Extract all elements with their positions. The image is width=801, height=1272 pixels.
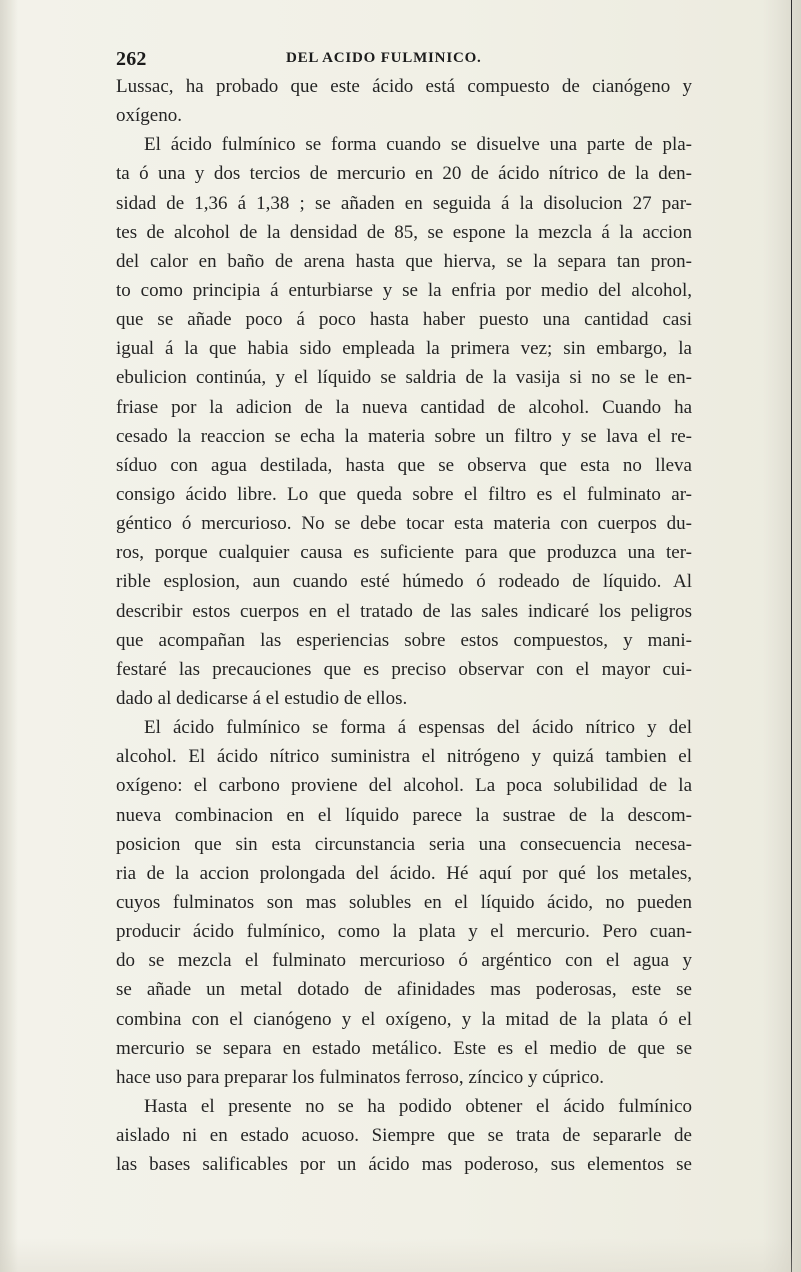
text-line: oxígeno: el carbono proviene del alcohol. La poca solubilidad de la [116, 775, 692, 797]
text-line: rible esplosion, aun cuando esté húmedo ó rodeado de líquido. Al [116, 571, 692, 593]
text-line: del calor en baño de arena hasta que hierva, se la separa tan pron- [116, 250, 692, 272]
text-line: las bases salificables por un ácido mas poderoso, sus elementos se [116, 1154, 692, 1176]
text-line: producir ácido fulmínico, como la plata y el mercurio. Pero cuan- [116, 921, 692, 943]
text-line: El ácido fulmínico se forma cuando se disuelve una parte de pla- [144, 134, 692, 156]
text-line: nueva combinacion en el líquido parece la sustrae de la descom- [116, 804, 692, 826]
text-line: se añade un metal dotado de afinidades mas poderosas, este se [116, 979, 692, 1001]
text-line: oxígeno. [116, 105, 182, 127]
text-line: cuyos fulminatos son mas solubles en el líquido ácido, no pueden [116, 891, 692, 913]
right-page-edge [763, 0, 801, 1272]
text-line: ria de la accion prolongada del ácido. Hé aquí por qué los metales, [116, 862, 692, 884]
text-line: que se añade poco á poco hasta haber puesto una cantidad casi [116, 309, 692, 331]
text-line: hace uso para preparar los fulminatos ferroso, zíncico y cúprico. [116, 1066, 604, 1088]
text-line: friase por la adicion de la nueva cantidad de alcohol. Cuando ha [116, 396, 692, 418]
running-head: DEL ACIDO FULMINICO. [286, 50, 482, 66]
text-line: síduo con agua destilada, hasta que se observa que esta no lleva [116, 454, 692, 476]
body-text [116, 72, 692, 1179]
text-line: géntico ó mercurioso. No se debe tocar esta materia con cuerpos du- [116, 513, 692, 535]
text-line: que acompañan las esperiencias sobre estos compuestos, y mani- [116, 629, 692, 651]
text-line: Hasta el presente no se ha podido obtener el ácido fulmínico [144, 1095, 692, 1117]
text-line: dado al dedicarse á el estudio de ellos. [116, 687, 408, 709]
text-line: cesado la reaccion se echa la materia sobre un filtro y se lava el re- [116, 425, 692, 447]
text-line: tes de alcohol de la densidad de 85, se espone la mezcla á la accion [116, 221, 692, 243]
text-line: to como principia á enturbiarse y se la enfria por medio del alcohol, [116, 279, 692, 301]
text-line: consigo ácido libre. Lo que queda sobre el filtro es el fulminato ar- [116, 483, 692, 505]
text-line: do se mezcla el fulminato mercurioso ó argéntico con el agua y [116, 950, 692, 972]
text-line: festaré las precauciones que es preciso observar con el mayor cui- [116, 658, 692, 680]
text-line: ros, porque cualquier causa es suficiente para que produzca una ter- [116, 542, 692, 564]
text-line: mercurio se separa en estado metálico. Este es el medio de que se [116, 1037, 692, 1059]
bottom-page-edge [0, 1238, 801, 1272]
text-line: alcohol. El ácido nítrico suministra el nitrógeno y quizá tambien el [116, 746, 692, 768]
left-margin-shadow [0, 0, 18, 1272]
text-line: describir estos cuerpos en el tratado de las sales indicaré los peligros [116, 600, 692, 622]
text-line: posicion que sin esta circunstancia seria una consecuencia necesa- [116, 833, 692, 855]
text-line: El ácido fulmínico se forma á espensas del ácido nítrico y del [144, 717, 692, 739]
page-number: 262 [116, 48, 147, 70]
page-edge-line [791, 0, 792, 1272]
text-line: sidad de 1,36 á 1,38 ; se añaden en seguida á la disolucion 27 par- [116, 192, 692, 214]
text-line: Lussac, ha probado que este ácido está compuesto de cianógeno y [116, 76, 692, 97]
text-line: ta ó una y dos tercios de mercurio en 20 de ácido nítrico de la den- [116, 163, 692, 185]
page-header [116, 48, 676, 74]
text-line: igual á la que habia sido empleada la primera vez; sin embargo, la [116, 338, 692, 360]
text-line: aislado ni en estado acuoso. Siempre que se trata de separarle de [116, 1125, 692, 1147]
text-line: ebulicion continúa, y el líquido se saldria de la vasija si no se le en- [116, 367, 692, 389]
text-line: combina con el cianógeno y el oxígeno, y la mitad de la plata ó el [116, 1008, 692, 1030]
